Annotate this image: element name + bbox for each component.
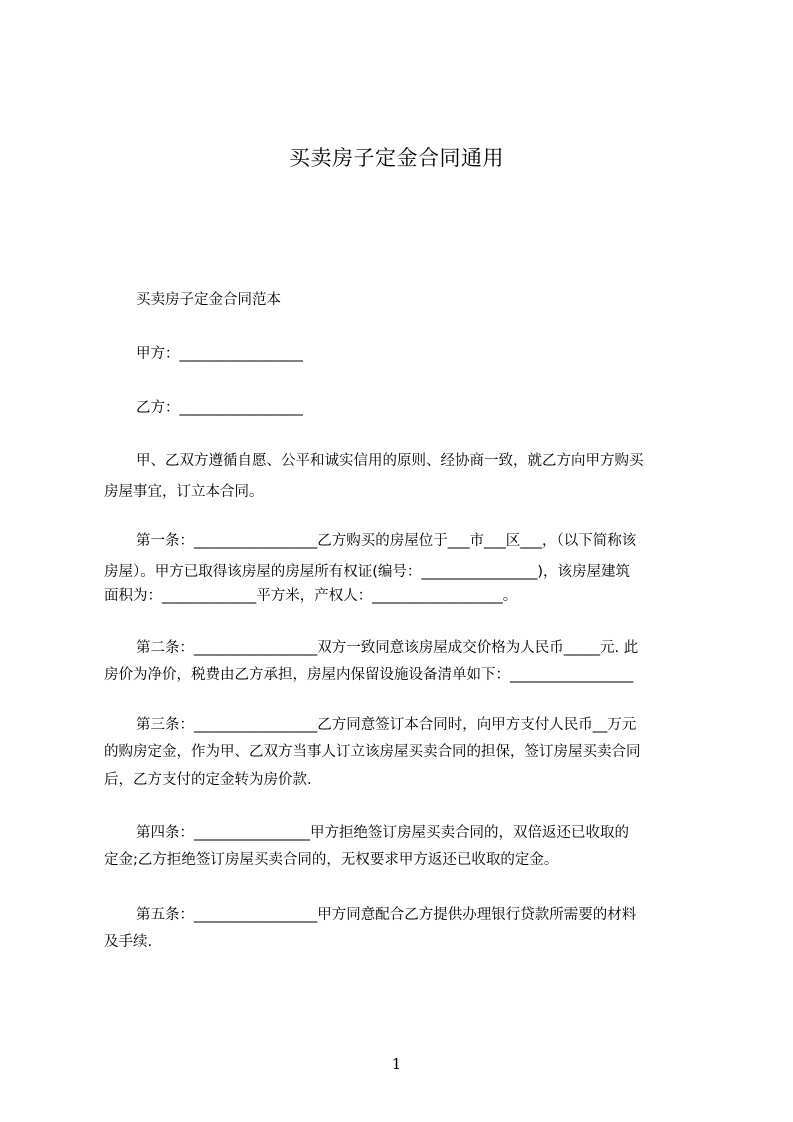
paragraph-line: 房屋事宜，订立本合同。 (104, 484, 264, 500)
page-number: 1 (391, 1055, 402, 1073)
paragraph-line: 第三条：_________________乙方同意签订本合同时，向甲方支付人民币__万元 (136, 717, 637, 733)
paragraph-line: 的购房定金，作为甲、乙双方当事人订立该房屋买卖合同的担保，签订房屋买卖合同 (104, 744, 641, 760)
paragraph-line: 第五条：_________________甲方同意配合乙方提供办理银行贷款所需要的材料 (136, 907, 637, 923)
paragraph-line: 面积为：_____________平方米，产权人：__________________。 (104, 588, 518, 604)
paragraph-line: 房屋）。甲方已取得该房屋的房屋所有权证(编号：________________)，该房屋建筑 (104, 564, 631, 580)
party-a-line: 甲方：_________________ (136, 346, 303, 362)
paragraph-line: 第二条：_________________双方一致同意该房屋成交价格为人民币_____元. 此 (136, 640, 639, 656)
paragraph-line: 第四条：________________甲方拒绝签订房屋买卖合同的，双倍返还已收取的 (136, 825, 629, 841)
paragraph-line: 第一条：_________________乙方购买的房屋位于___市___区___，（以下简称该 (136, 533, 637, 549)
paragraph-line: 甲、乙双方遵循自愿、公平和诚实信用的原则、经协商一致，就乙方向甲方购买 (136, 453, 644, 469)
paragraph-line: 后，乙方支付的定金转为房价款. (104, 772, 312, 788)
paragraph-line: 房价为净价，税费由乙方承担，房屋内保留设施设备清单如下：_________________ (104, 667, 634, 683)
contract-subtitle: 买卖房子定金合同范本 (136, 292, 281, 308)
paragraph-line: 及手续. (104, 934, 153, 950)
document-title: 买卖房子定金合同通用 (289, 146, 504, 170)
paragraph-line: 定金;乙方拒绝签订房屋买卖合同的，无权要求甲方返还已收取的定金。 (104, 852, 559, 868)
party-b-line: 乙方：_________________ (136, 400, 303, 416)
